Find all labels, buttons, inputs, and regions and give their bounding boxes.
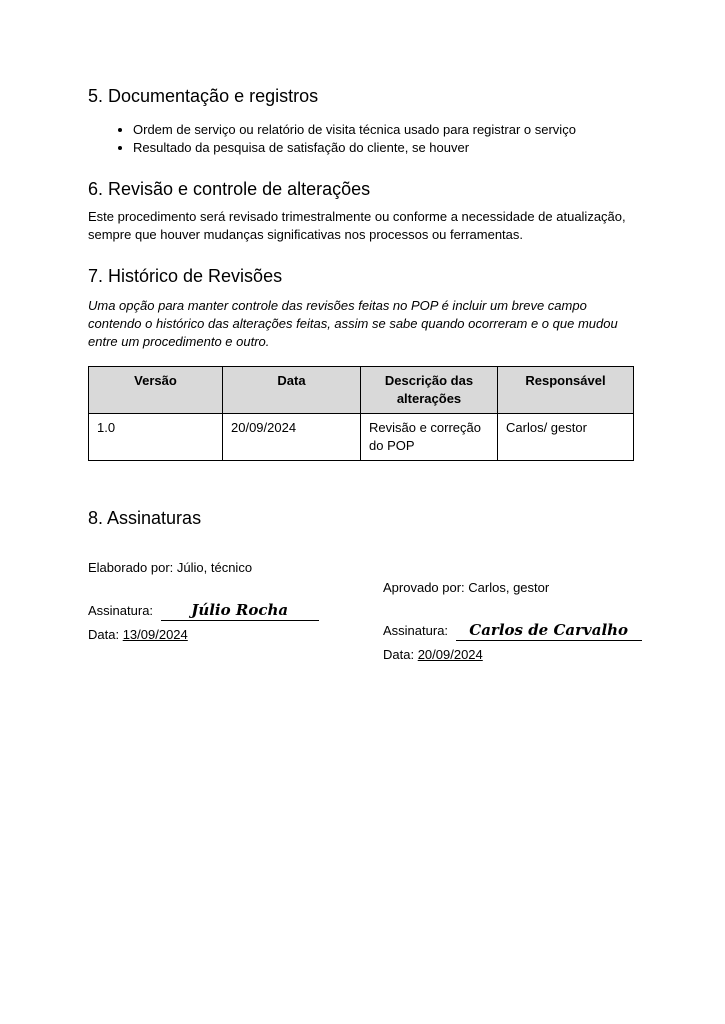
revision-history-table bbox=[88, 366, 634, 461]
elaborated-signature-row bbox=[88, 601, 319, 621]
elaborated-date-value: 13/09/2024 bbox=[122, 627, 188, 642]
elaborated-date-row bbox=[88, 626, 319, 644]
date-label: Data: bbox=[88, 627, 120, 642]
signatures-area bbox=[88, 559, 632, 699]
bullet-item: • Ordem de serviço ou relatório de visita técnica usado para registrar o serviço bbox=[133, 121, 632, 139]
section-7-note: Uma opção para manter controle das revisões feitas no POP é incluir um breve campo contendo o histórico das alterações feitas, assim se sabe quando ocorreram e o que mudou entre um procedimento e outro. bbox=[88, 298, 618, 349]
table-header-responsavel: Responsável bbox=[498, 367, 634, 414]
approved-by-text: Aprovado por: Carlos, gestor bbox=[383, 580, 550, 595]
cell-descricao: Revisão e correção do POP bbox=[361, 414, 498, 461]
bullet-item: • Resultado da pesquisa de satisfação do cliente, se houver bbox=[133, 139, 632, 157]
section-6-paragraph: Este procedimento será revisado trimestralmente ou conforme a necessidade de atualização, sempre que houver mudanças significativas nos processos ou ferramentas. bbox=[88, 209, 626, 242]
approved-signature-block bbox=[383, 579, 642, 664]
date-label: Data: bbox=[383, 647, 415, 662]
signature-line bbox=[161, 601, 319, 621]
cell-data: 20/09/2024 bbox=[223, 414, 361, 461]
table-row bbox=[89, 414, 634, 461]
table-header-data: Data bbox=[223, 367, 361, 414]
signature-line bbox=[456, 621, 642, 641]
signature-label: Assinatura: bbox=[383, 623, 449, 638]
approved-date-value: 20/09/2024 bbox=[417, 647, 483, 662]
section-5-bullet-list bbox=[88, 121, 632, 157]
section-5-heading: 5. Documentação e registros bbox=[88, 86, 319, 106]
elaborated-signature-name: Júlio Rocha bbox=[191, 601, 289, 619]
elaborated-signature-block bbox=[88, 559, 319, 644]
table-header-versao: Versão bbox=[89, 367, 223, 414]
section-8-heading: 8. Assinaturas bbox=[88, 508, 202, 528]
section-7-heading: 7. Histórico de Revisões bbox=[88, 266, 283, 286]
cell-versao: 1.0 bbox=[89, 414, 223, 461]
approved-signature-row bbox=[383, 621, 642, 641]
cell-responsavel: Carlos/ gestor bbox=[498, 414, 634, 461]
table-header-row bbox=[89, 367, 634, 414]
approved-date-row bbox=[383, 646, 642, 664]
elaborated-by-text: Elaborado por: Júlio, técnico bbox=[88, 560, 253, 575]
signature-label: Assinatura: bbox=[88, 603, 154, 618]
approved-signature-name: Carlos de Carvalho bbox=[469, 621, 629, 639]
table-header-descricao: Descrição das alterações bbox=[361, 367, 498, 414]
section-6-heading: 6. Revisão e controle de alterações bbox=[88, 179, 371, 199]
